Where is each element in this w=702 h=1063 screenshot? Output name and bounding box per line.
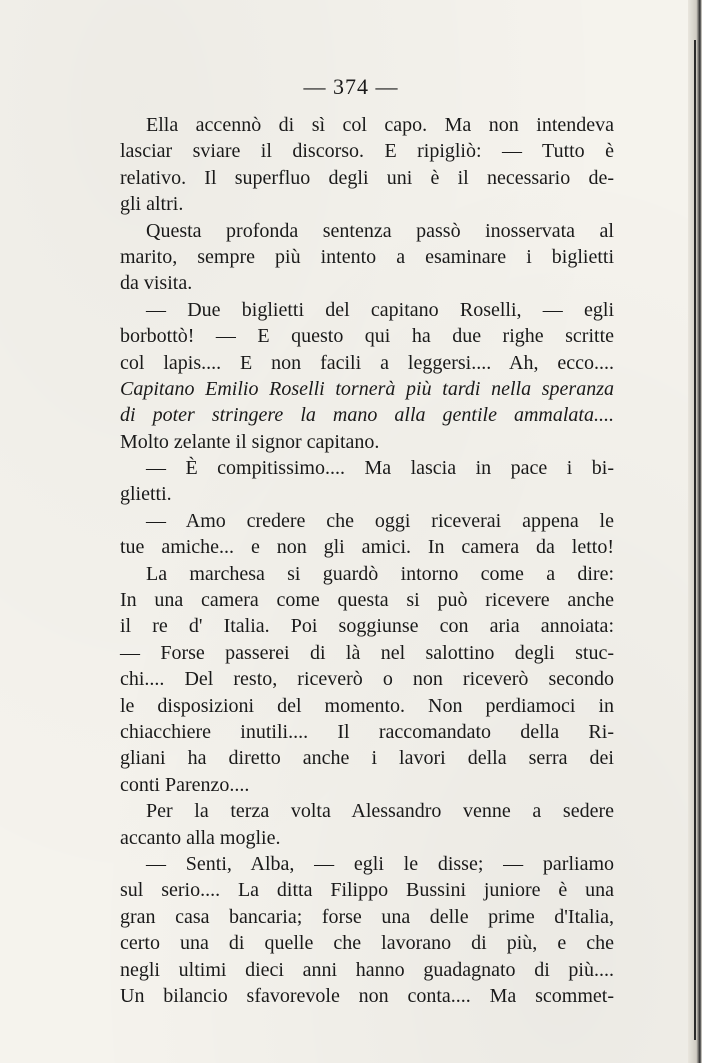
text-line: gli altri. <box>120 193 184 216</box>
text-line: Molto zelante il signor capitano. <box>120 430 380 453</box>
text-line: glietti. <box>120 483 172 506</box>
text-line: certo una di quelle che lavorano di più, e che <box>120 932 614 955</box>
text-line: lasciar sviare il discorso. E ripigliò: — Tutto è <box>120 140 614 163</box>
text-line: marito, sempre più intento a esaminare i biglietti <box>120 245 614 268</box>
text-line: le disposizioni del momento. Non perdiamoci in <box>120 694 614 717</box>
text-line: borbottò! — E questo qui ha due righe scritte <box>120 325 614 348</box>
text-line: In una camera come questa si può ricevere anche <box>120 589 614 612</box>
text-line: Questa profonda sentenza passò inosservata al <box>146 219 614 242</box>
text-line: tue amiche... e non gli amici. In camera da letto! <box>120 536 614 559</box>
text-line: — Amo credere che oggi riceverai appena le <box>146 509 614 532</box>
binding-line <box>694 40 696 1040</box>
text-line: col lapis.... E non facili a leggersi.... Ah, ecco.... <box>120 351 614 374</box>
text-line: Un bilancio sfavorevole non conta.... Ma scommet- <box>120 984 614 1007</box>
text-line: Per la terza volta Alessandro venne a sedere <box>146 800 614 823</box>
text-line: chi.... Del resto, riceverò o non riceverò secondo <box>120 668 614 691</box>
text-line: Ella accennò di sì col capo. Ma non intendeva <box>146 114 614 136</box>
text-line: La marchesa si guardò intorno come a dire: <box>146 562 614 585</box>
text-line: — Senti, Alba, — egli le disse; — parliamo <box>146 852 614 875</box>
text-line: chiacchiere inutili.... Il raccomandato della Ri- <box>120 720 614 743</box>
text-line: negli ultimi dieci anni hanno guadagnato di più.... <box>120 958 614 981</box>
text-line: da visita. <box>120 272 193 295</box>
text-line: accanto alla moglie. <box>120 826 281 849</box>
text-line: di poter stringere la mano alla gentile ammalata.... <box>120 404 614 427</box>
body-text <box>120 112 614 1009</box>
text-line: — È compitissimo.... Ma lascia in pace i bi- <box>146 457 614 480</box>
text-line: conti Parenzo.... <box>120 773 250 796</box>
text-line: — Forse passerei di là nel salottino degli stuc- <box>120 641 614 664</box>
text-line: il re d' Italia. Poi soggiunse con aria annoiata: <box>120 615 614 638</box>
text-line: — Due biglietti del capitano Roselli, — egli <box>146 298 614 321</box>
text-line: Capitano Emilio Roselli tornerà più tardi nella speranza <box>120 377 614 400</box>
text-line: gran casa bancaria; forse una delle prime d'Italia, <box>120 905 614 928</box>
text-line: relativo. Il superfluo degli uni è il necessario de- <box>120 166 614 189</box>
text-line: gliani ha diretto anche i lavori della serra dei <box>120 747 614 770</box>
text-line: sul serio.... La ditta Filippo Bussini juniore è una <box>120 879 614 902</box>
page-number: — 374 — <box>303 74 399 99</box>
